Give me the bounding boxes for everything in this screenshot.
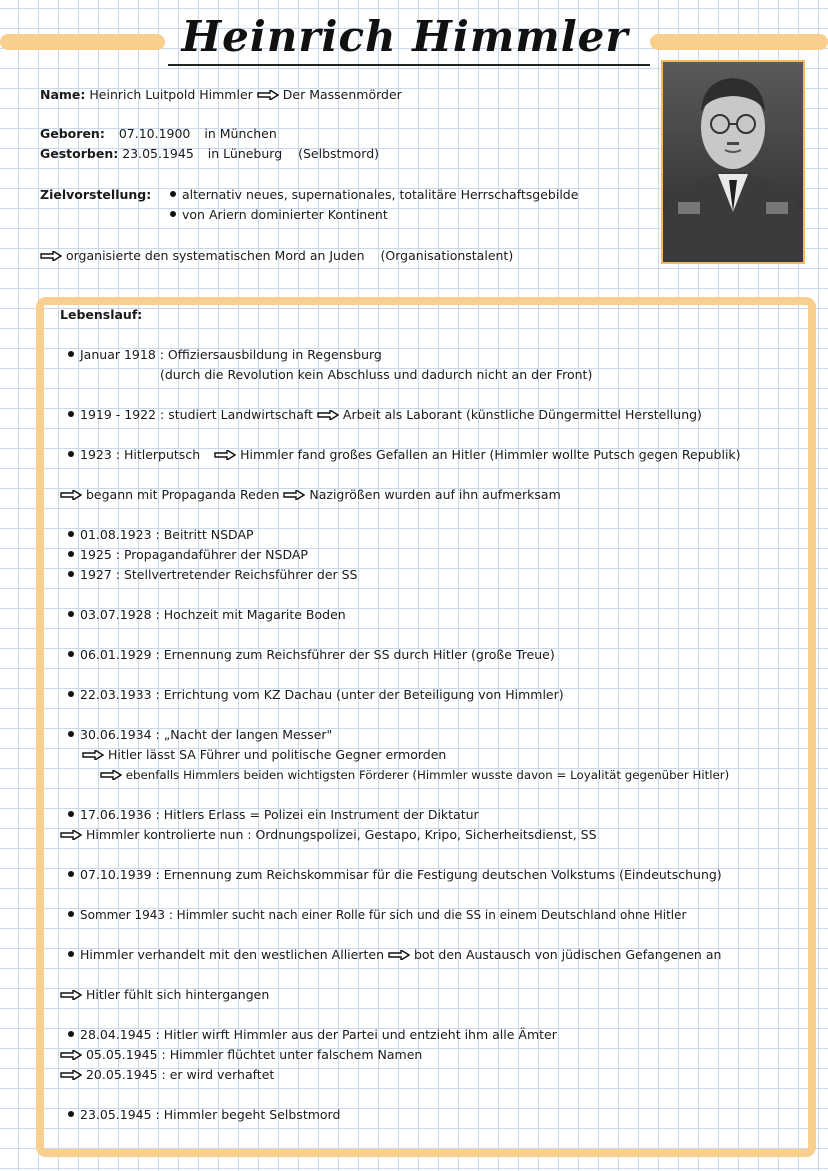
entry-1918: Januar 1918 : Offiziersausbildung in Regensburg	[80, 347, 382, 362]
entry-1929: 06.01.1929 : Ernennung zum Reichsführer der SS durch Hitler (große Treue)	[80, 647, 555, 662]
died-label: Gestorben:	[40, 146, 119, 161]
organized-text: organisierte den systematischen Mord an Juden	[65, 248, 365, 263]
entry-1933: 22.03.1933 : Errichtung vom KZ Dachau (unter der Beteiligung von Himmler)	[80, 687, 564, 702]
bullet-icon	[68, 571, 74, 577]
bullet-icon	[68, 351, 74, 357]
arrow-icon	[60, 1050, 82, 1060]
entry-1918-note: (durch die Revolution kein Abschluss und dadurch nicht an der Front)	[160, 367, 593, 382]
entry-betrayal-text: Hitler fühlt sich hintergangen	[85, 987, 270, 1002]
bullet-icon	[68, 551, 74, 557]
bullet-icon	[68, 811, 74, 817]
arrow-icon	[60, 990, 82, 1000]
goal-label: Zielvorstellung:	[40, 187, 152, 202]
entry-propaganda-result: Nazigrößen wurden auf ihn aufmerksam	[309, 487, 561, 502]
arrow-icon	[60, 830, 82, 840]
born-row	[40, 126, 277, 142]
name-value: Heinrich Luitpold Himmler	[89, 87, 253, 102]
bullet-icon	[68, 411, 74, 417]
born-place: in München	[204, 126, 277, 141]
entry-1919-result: Arbeit als Laborant (künstliche Düngermittel Herstellung)	[342, 407, 702, 422]
entry-1945-may20	[60, 1067, 274, 1083]
entry-1934-sub1-text: Hitler lässt SA Führer und politische Gegner ermorden	[107, 747, 447, 762]
entry-1939: 07.10.1939 : Ernennung zum Reichskommisar für die Festigung deutschen Volkstums (Eindeutschung)	[80, 867, 722, 882]
arrow-icon	[317, 410, 339, 420]
name-label: Name:	[40, 87, 86, 102]
name-row	[40, 87, 402, 103]
arrow-icon	[100, 770, 122, 780]
entry-1936-sub	[60, 827, 597, 843]
bullet-icon	[68, 451, 74, 457]
entry-negotiation-text: Himmler verhandelt mit den westlichen Allierten	[80, 947, 384, 962]
bullet-icon	[68, 731, 74, 737]
died-place: in Lüneburg	[207, 146, 283, 161]
entry-propaganda	[60, 487, 561, 503]
entry-1936-sub-text: Himmler kontrolierte nun : Ordnungspolizei, Gestapo, Kripo, Sicherheitsdienst, SS	[85, 827, 597, 842]
entry-negotiation-result: bot den Austausch von jüdischen Gefangenen an	[413, 947, 722, 962]
entry-1925: 1925 : Propagandaführer der NSDAP	[80, 547, 308, 562]
entry-1945-may5-text: 05.05.1945 : Himmler flüchtet unter falschem Namen	[85, 1047, 423, 1062]
entry-1919	[80, 407, 702, 423]
entry-1923-nsdap: 01.08.1923 : Beitritt NSDAP	[80, 527, 254, 542]
entry-1934-sub2	[100, 767, 729, 783]
entry-1927: 1927 : Stellvertretender Reichsführer der SS	[80, 567, 358, 582]
title-underline	[168, 64, 650, 66]
born-date: 07.10.1900	[118, 126, 191, 141]
arrow-icon	[214, 450, 236, 460]
goal-item-1: alternativ neues, supernationales, totalitäre Herrschaftsgebilde	[182, 187, 579, 202]
entry-1923-result: Himmler fand großes Gefallen an Hitler (Himmler wollte Putsch gegen Republik)	[240, 447, 741, 462]
arrow-icon	[60, 490, 82, 500]
bullet-icon	[68, 531, 74, 537]
bullet-icon	[170, 211, 176, 217]
bullet-icon	[170, 191, 176, 197]
died-note: (Selbstmord)	[298, 146, 380, 161]
entry-1928: 03.07.1928 : Hochzeit mit Magarite Boden	[80, 607, 346, 622]
arrow-icon	[82, 750, 104, 760]
died-row	[40, 146, 379, 162]
bullet-icon	[68, 611, 74, 617]
arrow-icon	[257, 90, 279, 100]
lebenslauf-heading: Lebenslauf:	[60, 307, 143, 322]
arrow-icon	[283, 490, 305, 500]
entry-1934: 30.06.1934 : „Nacht der langen Messer"	[80, 727, 333, 742]
entry-negotiation	[80, 947, 721, 963]
title-highlight-right	[650, 34, 828, 50]
bullet-icon	[68, 911, 74, 917]
organized-row	[40, 248, 513, 264]
born-label: Geboren:	[40, 126, 105, 141]
bullet-icon	[68, 951, 74, 957]
goal-item-2: von Ariern dominierter Kontinent	[182, 207, 388, 222]
bullet-icon	[68, 651, 74, 657]
page-title: Heinrich Himmler	[181, 12, 629, 61]
entry-1943: Sommer 1943 : Himmler sucht nach einer Rolle für sich und die SS in einem Deutschland ohne Hitler	[80, 908, 687, 922]
entry-1923-text: 1923 : Hitlerputsch	[80, 447, 201, 462]
arrow-icon	[40, 251, 62, 261]
entry-1919-text: 1919 - 1922 : studiert Landwirtschaft	[80, 407, 313, 422]
entry-betrayal	[60, 987, 269, 1003]
title-highlight-left	[0, 34, 165, 50]
entry-1945-may5	[60, 1047, 422, 1063]
bullet-icon	[68, 1031, 74, 1037]
entry-1945-death: 23.05.1945 : Himmler begeht Selbstmord	[80, 1107, 341, 1122]
entry-1934-sub2-text: ebenfalls Himmlers beiden wichtigsten Förderer (Himmler wusste davon = Loyalität gegenüber Hitler)	[125, 768, 730, 782]
entry-1923	[80, 447, 741, 463]
entry-1934-sub1	[82, 747, 446, 763]
arrow-icon	[60, 1070, 82, 1080]
bullet-icon	[68, 691, 74, 697]
organized-note: (Organisationstalent)	[380, 248, 514, 263]
entry-1945-may20-text: 20.05.1945 : er wird verhaftet	[85, 1067, 275, 1082]
bullet-icon	[68, 871, 74, 877]
name-note: Der Massenmörder	[282, 87, 402, 102]
arrow-icon	[388, 950, 410, 960]
entry-1936: 17.06.1936 : Hitlers Erlass = Polizei ein Instrument der Diktatur	[80, 807, 479, 822]
entry-1945-april: 28.04.1945 : Hitler wirft Himmler aus der Partei und entzieht ihm alle Ämter	[80, 1027, 557, 1042]
bullet-icon	[68, 1111, 74, 1117]
portrait-photo	[661, 60, 805, 264]
died-date: 23.05.1945	[122, 146, 194, 161]
entry-propaganda-text: begann mit Propaganda Reden	[85, 487, 280, 502]
